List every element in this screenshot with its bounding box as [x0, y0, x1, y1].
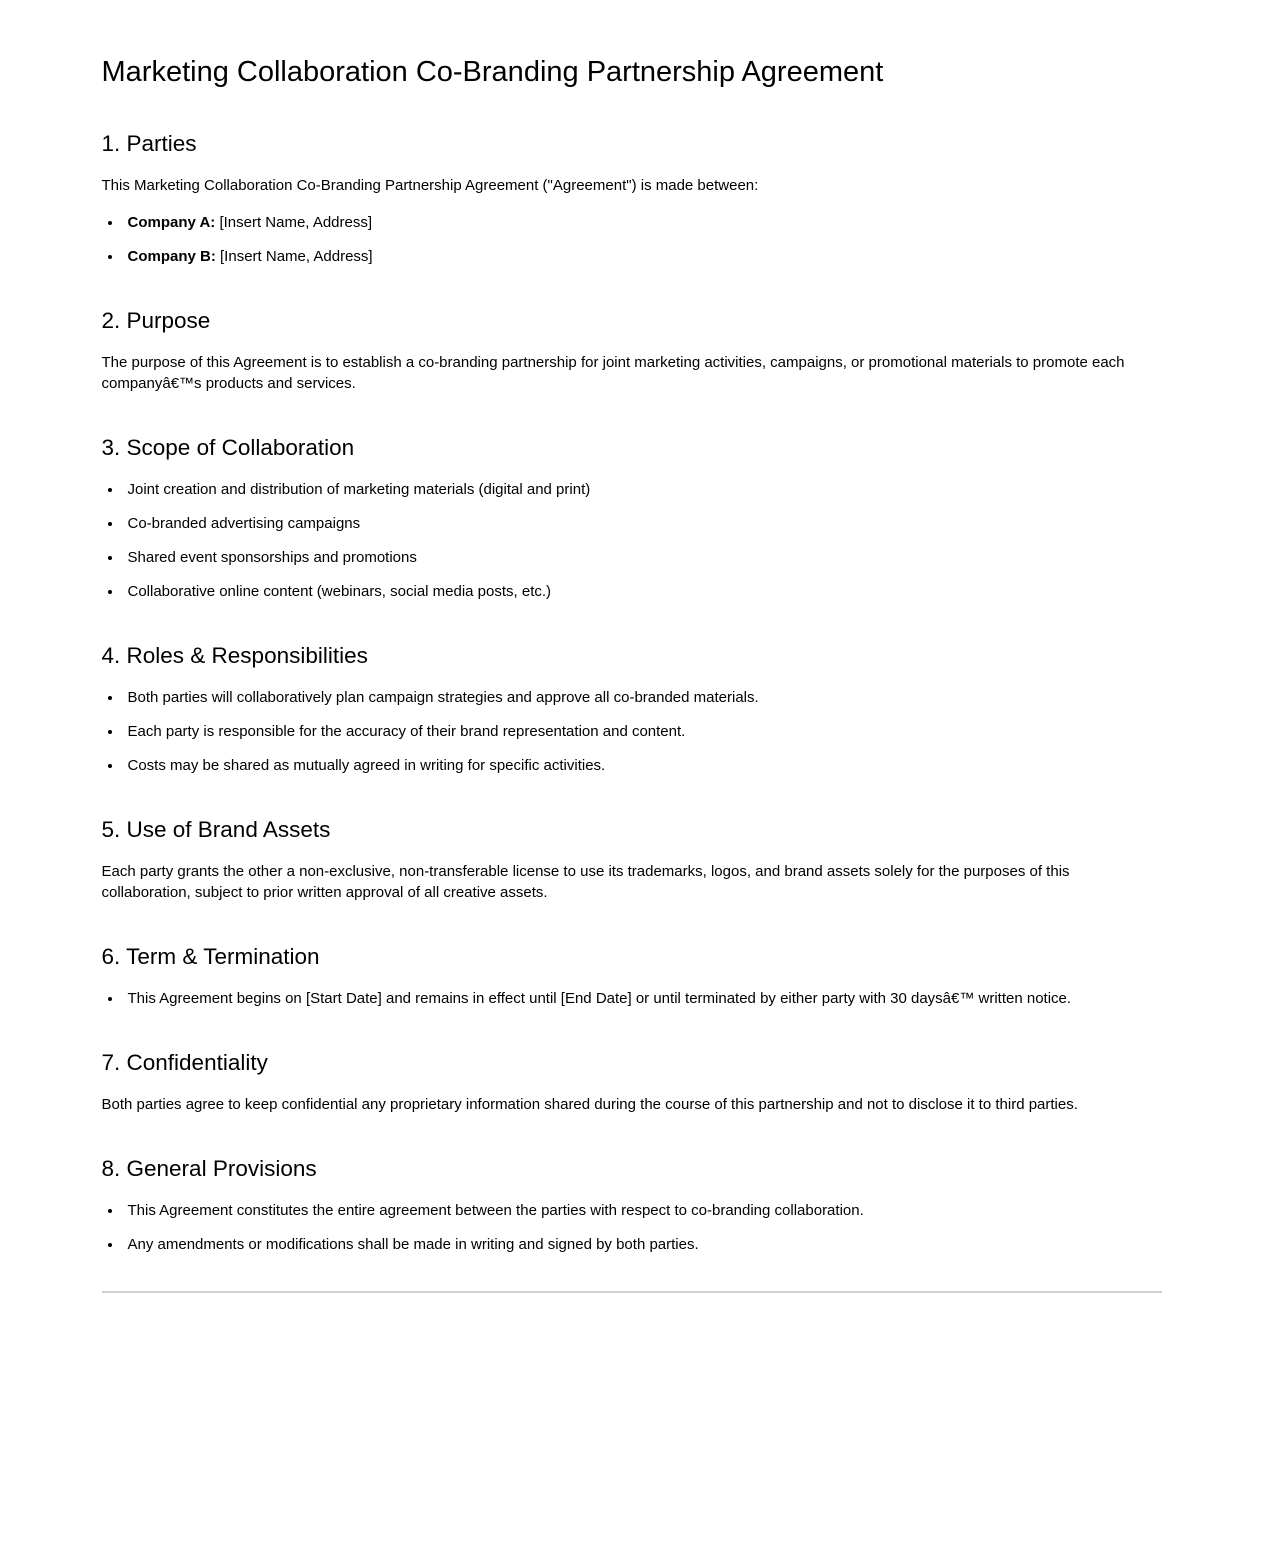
section-heading: 6. Term & Termination	[101, 943, 320, 969]
list-item-text: Collaborative online content (webinars, social media posts, etc.)	[127, 582, 552, 600]
document-page	[102, 0, 1162, 1293]
document-section	[102, 642, 1162, 776]
list-item-text: Costs may be shared as mutually agreed in writing for specific activities.	[127, 756, 606, 774]
list-item	[123, 479, 1162, 500]
document-end-divider	[102, 1291, 1162, 1293]
list-item	[123, 581, 1162, 602]
bullet-list	[102, 1200, 1162, 1255]
bullet-list	[102, 212, 1162, 267]
list-item	[123, 212, 1162, 233]
document-title: Marketing Collaboration Co-Branding Partnership Agreement	[101, 56, 884, 88]
section-heading: 1. Parties	[101, 130, 197, 156]
section-heading: 4. Roles & Responsibilities	[101, 642, 368, 668]
section-paragraph: Each party grants the other a non-exclusive, non-transferable license to use its trademarks, logos, and brand assets solely for the purposes of this collaboration, subject to prior written approval of all creative assets.	[101, 862, 1070, 901]
section-paragraph: Both parties agree to keep confidential any proprietary information shared during the course of this partnership and not to disclose it to third parties.	[101, 1095, 1078, 1113]
bullet-list	[102, 988, 1162, 1009]
list-item-text: Each party is responsible for the accuracy of their brand representation and content.	[127, 722, 686, 740]
document-section	[102, 130, 1162, 267]
list-item-text: Co-branded advertising campaigns	[127, 514, 361, 532]
section-heading: 2. Purpose	[101, 307, 211, 333]
list-item-bold-label: Company B:	[127, 247, 216, 265]
section-paragraph: The purpose of this Agreement is to establish a co-branding partnership for joint marketing activities, campaigns, or promotional materials to promote each companyâ€™s products and services.	[101, 353, 1125, 392]
list-item-text: Joint creation and distribution of marketing materials (digital and print)	[127, 480, 591, 498]
list-item	[123, 721, 1162, 742]
list-item-text: Any amendments or modifications shall be made in writing and signed by both parties.	[127, 1235, 699, 1253]
list-item-text: [Insert Name, Address]	[215, 213, 373, 231]
section-heading: 5. Use of Brand Assets	[101, 816, 331, 842]
list-item	[123, 513, 1162, 534]
document-section	[102, 434, 1162, 602]
list-item-text: This Agreement constitutes the entire agreement between the parties with respect to co-branding collaboration.	[127, 1201, 864, 1219]
list-item	[123, 1234, 1162, 1255]
document-section	[102, 307, 1162, 394]
bullet-list	[102, 687, 1162, 776]
section-heading: 7. Confidentiality	[101, 1049, 268, 1075]
list-item-text: [Insert Name, Address]	[215, 247, 373, 265]
bullet-list	[102, 479, 1162, 602]
sections-container	[102, 130, 1162, 1255]
list-item-bold-label: Company A:	[127, 213, 216, 231]
section-heading: 3. Scope of Collaboration	[101, 434, 355, 460]
list-item	[123, 988, 1162, 1009]
list-item-text: This Agreement begins on [Start Date] and remains in effect until [End Date] or until terminated by either party with 30 daysâ€™ written notice.	[127, 989, 1072, 1007]
document-section	[102, 1049, 1162, 1115]
list-item	[123, 547, 1162, 568]
list-item-text: Both parties will collaboratively plan campaign strategies and approve all co-branded materials.	[127, 688, 759, 706]
list-item	[123, 246, 1162, 267]
section-heading: 8. General Provisions	[101, 1155, 317, 1181]
document-section	[102, 1155, 1162, 1255]
section-paragraph: This Marketing Collaboration Co-Branding Partnership Agreement ("Agreement") is made between:	[101, 176, 759, 194]
list-item	[123, 1200, 1162, 1221]
document-section	[102, 816, 1162, 903]
document-section	[102, 943, 1162, 1009]
list-item-text: Shared event sponsorships and promotions	[127, 548, 417, 566]
list-item	[123, 687, 1162, 708]
list-item	[123, 755, 1162, 776]
